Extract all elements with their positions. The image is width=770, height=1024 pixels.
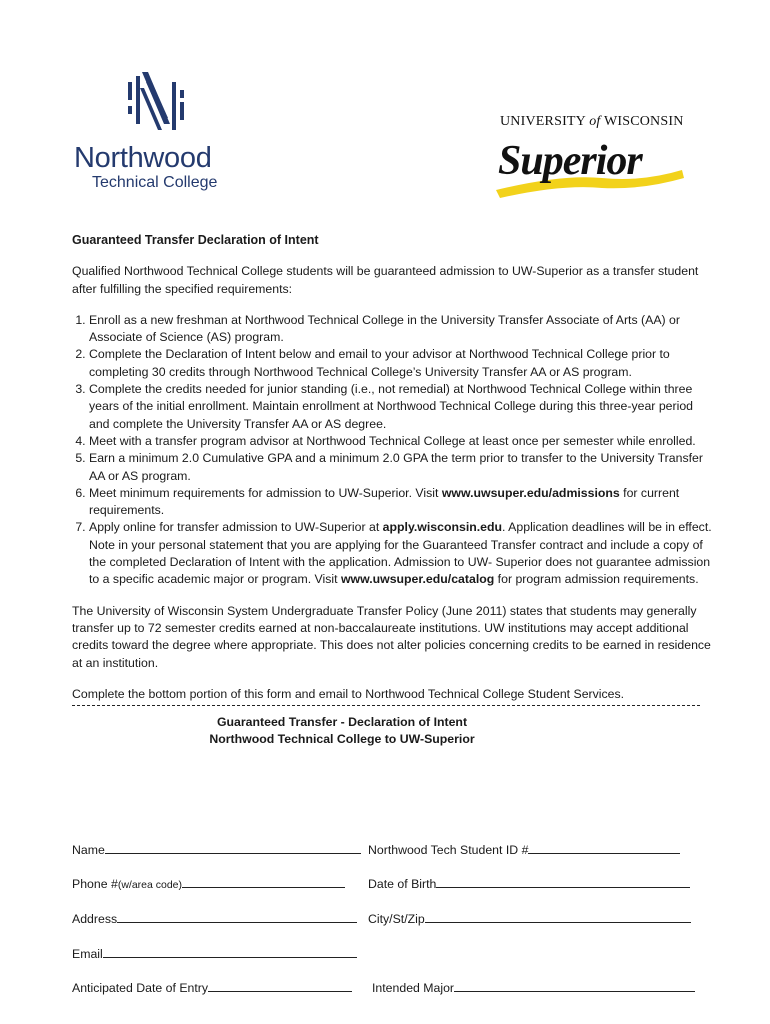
name-label: Name	[72, 843, 105, 857]
phone-hint: (w/area code)	[117, 879, 183, 891]
major-input-line[interactable]	[454, 979, 695, 992]
apply-link[interactable]: apply.wisconsin.edu	[382, 520, 503, 535]
phone-label: Phone #	[72, 877, 118, 891]
form-heading-line1: Guaranteed Transfer - Declaration of Intent	[216, 715, 468, 730]
req-text: Meet minimum requirements for admission to UW-Superior. Visit	[89, 485, 442, 500]
uws-university: UNIVERSITY	[500, 114, 586, 129]
uw-superior-logo	[492, 110, 692, 195]
name-field[interactable]	[72, 841, 361, 857]
form-heading	[72, 714, 612, 748]
uws-wisconsin: WISCONSIN	[603, 114, 684, 129]
entry-label: Anticipated Date of Entry	[72, 981, 209, 995]
req-text: for current requirements.	[89, 485, 680, 518]
email-label: Email	[72, 947, 103, 961]
uws-wordmark	[500, 114, 684, 130]
requirements-list	[72, 312, 712, 589]
student-id-label: Northwood Tech Student ID #	[368, 843, 529, 857]
entry-input-line[interactable]	[208, 979, 352, 992]
entry-date-field[interactable]	[72, 979, 352, 995]
list-item: 5. Earn a minimum 2.0 Cumulative GPA and a minimum 2.0 GPA the term prior to transfer to the University Transfer AA or AS program.	[89, 450, 712, 485]
cut-line-divider	[72, 705, 700, 706]
svg-text:Superior: Superior	[498, 138, 642, 184]
phone-field[interactable]	[72, 875, 345, 891]
form-heading-line2: Northwood Technical College to UW-Superior	[209, 732, 475, 747]
instruction-text: Complete the bottom portion of this form and email to Northwood Technical College Student Services.	[72, 686, 625, 701]
major-label: Intended Major	[372, 981, 455, 995]
dob-field[interactable]	[368, 875, 690, 891]
address-label: Address	[72, 912, 118, 926]
req-text: for program admission requirements.	[494, 572, 699, 587]
list-item: 1. Enroll as a new freshman at Northwood Technical College in the University Transfer Associate of Arts (AA) or Associate of Science (AS) program.	[89, 312, 712, 347]
dob-input-line[interactable]	[436, 875, 690, 888]
city-label: City/St/Zip	[368, 912, 425, 926]
address-field[interactable]	[72, 910, 357, 926]
northwood-n-mark-icon	[122, 68, 194, 140]
email-field[interactable]	[72, 945, 357, 961]
city-input-line[interactable]	[425, 910, 691, 923]
list-item	[89, 485, 712, 520]
document-title: Guaranteed Transfer Declaration of Intent	[72, 233, 319, 247]
email-input-line[interactable]	[103, 945, 357, 958]
list-item: 4. Meet with a transfer program advisor at Northwood Technical College at least once per semester while enrolled.	[89, 433, 712, 450]
admissions-link[interactable]: www.uwsuper.edu/admissions	[441, 485, 620, 500]
name-input-line[interactable]	[105, 841, 361, 854]
req-text: Apply online for transfer admission to UW-Superior at	[89, 520, 383, 535]
req-text: . Application deadlines will be in effect. Note in your personal statement that you are applying for the Guaranteed Transfer contract and include a copy of the completed Declaration of Intent with the application. Admission to UW- Superior does not guarantee admission to a specific academic major or program. Visit	[89, 520, 712, 587]
northwood-logo	[74, 66, 244, 198]
ntc-subtitle: Technical College	[92, 174, 218, 191]
phone-input-line[interactable]	[182, 875, 345, 888]
policy-paragraph: The University of Wisconsin System Undergraduate Transfer Policy (June 2011) states that students may generally transfer up to 72 semester credits earned at non-baccalaureate institutions. UW institutions may accept additional credits toward the degree where appropriate. This does not alter policies concerning credits to be earned in residence at an institution.	[72, 603, 711, 670]
city-field[interactable]	[368, 910, 691, 926]
major-field[interactable]	[372, 979, 695, 995]
intro-paragraph: Qualified Northwood Technical College students will be guaranteed admission to UW-Superior as a transfer student after fulfilling the specified requirements:	[72, 264, 699, 296]
list-item: 2. Complete the Declaration of Intent below and email to your advisor at Northwood Technical College prior to completing 30 credits through Northwood Technical College’s University Transfer AA or AS program.	[89, 346, 712, 381]
document-body	[72, 232, 712, 748]
ntc-name: Northwood	[74, 142, 212, 174]
list-item	[89, 519, 712, 588]
uws-of: of	[589, 114, 601, 129]
student-id-input-line[interactable]	[528, 841, 680, 854]
student-id-field[interactable]	[368, 841, 680, 857]
list-item: 3. Complete the credits needed for junior standing (i.e., not remedial) at Northwood Technical College within three years of the initial enrollment. Maintain enrollment at Northwood Technical College during this three-year period and complete the University Transfer AA or AS degree.	[89, 381, 712, 433]
address-input-line[interactable]	[117, 910, 357, 923]
catalog-link[interactable]: www.uwsuper.edu/catalog	[340, 572, 495, 587]
dob-label: Date of Birth	[368, 877, 437, 891]
superior-script-icon	[492, 130, 692, 200]
